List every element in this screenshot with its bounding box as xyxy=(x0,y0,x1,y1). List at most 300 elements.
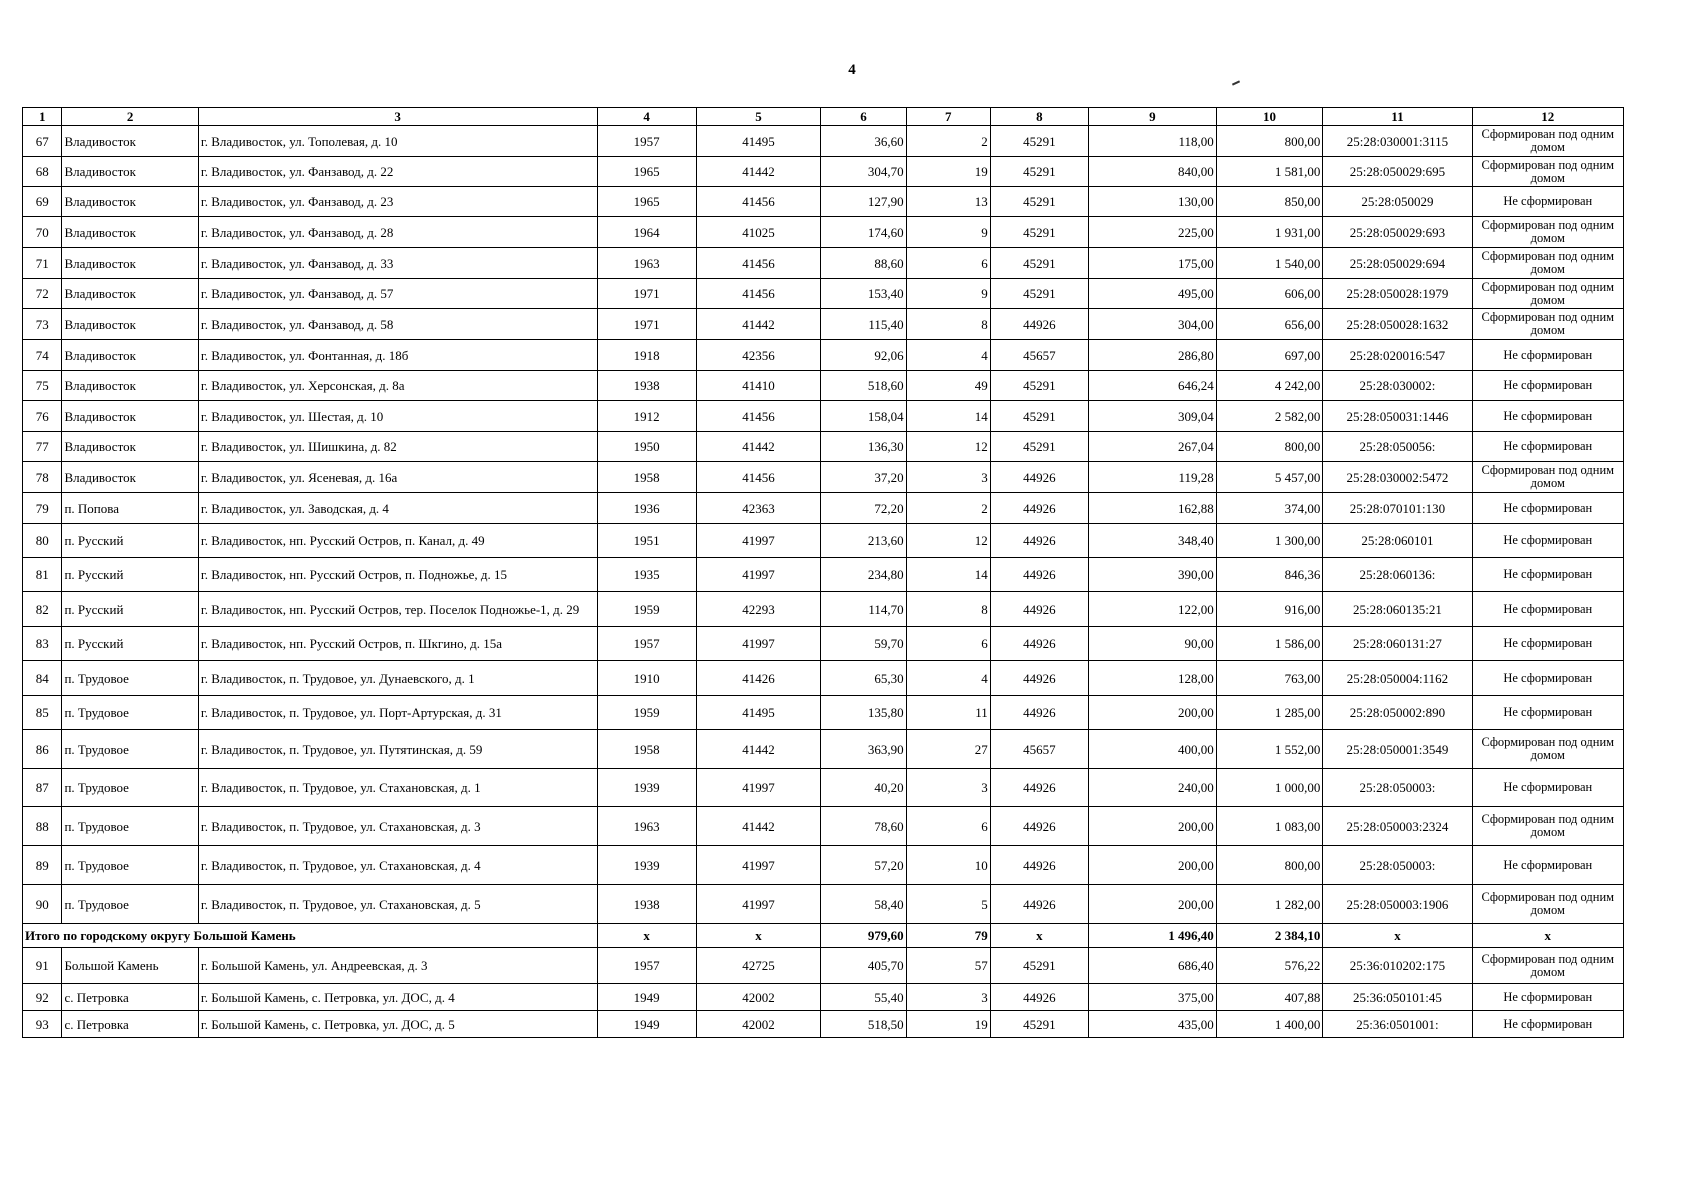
address-cell: г. Владивосток, нп. Русский Остров, п. Подножье, д. 15 xyxy=(198,558,597,592)
residents-cell: 27 xyxy=(906,730,990,769)
residents-cell: 5 xyxy=(906,885,990,924)
date-code-cell: 44926 xyxy=(990,846,1088,885)
area-total-cell: 122,00 xyxy=(1088,592,1216,627)
cost-cell: 850,00 xyxy=(1216,187,1323,217)
address-cell: г. Владивосток, ул. Фанзавод, д. 23 xyxy=(198,187,597,217)
build-year-cell: 1938 xyxy=(597,885,696,924)
area-cell: 40,20 xyxy=(821,769,906,807)
table-row xyxy=(23,696,1624,730)
cadastral-number-cell: 25:28:050003: xyxy=(1323,769,1472,807)
residents-cell: 9 xyxy=(906,217,990,248)
area-cell: 59,70 xyxy=(821,627,906,661)
cost-cell: 1 586,00 xyxy=(1216,627,1323,661)
settlement-cell: Владивосток xyxy=(62,401,198,432)
date-code-cell: 44926 xyxy=(990,769,1088,807)
residents-cell: 19 xyxy=(906,1011,990,1038)
residents-cell: 14 xyxy=(906,401,990,432)
column-header: 7 xyxy=(906,108,990,126)
cost-cell: 1 282,00 xyxy=(1216,885,1323,924)
code-cell: 41442 xyxy=(696,157,821,187)
table-row xyxy=(23,627,1624,661)
table-row xyxy=(23,885,1624,924)
area-cell: 72,20 xyxy=(821,493,906,524)
settlement-cell: п. Русский xyxy=(62,627,198,661)
code-cell: 41442 xyxy=(696,807,821,846)
land-status-cell: Не сформирован xyxy=(1472,371,1623,401)
area-total-cell: 90,00 xyxy=(1088,627,1216,661)
table-row xyxy=(23,279,1624,309)
land-status-cell: Сформирован под одним домом xyxy=(1472,157,1623,187)
land-status-cell: Сформирован под одним домом xyxy=(1472,309,1623,340)
build-year-cell: 1950 xyxy=(597,432,696,462)
area-total-cell: 390,00 xyxy=(1088,558,1216,592)
address-cell: г. Владивосток, ул. Шишкина, д. 82 xyxy=(198,432,597,462)
residents-cell: 19 xyxy=(906,157,990,187)
address-cell: г. Владивосток, ул. Тополевая, д. 10 xyxy=(198,126,597,157)
row-number-cell: 78 xyxy=(23,462,62,493)
area-total-cell: 840,00 xyxy=(1088,157,1216,187)
land-status-cell: Не сформирован xyxy=(1472,1011,1623,1038)
date-code-cell: 45291 xyxy=(990,1011,1088,1038)
land-status-cell: Не сформирован xyxy=(1472,187,1623,217)
column-header: 8 xyxy=(990,108,1088,126)
settlement-cell: Владивосток xyxy=(62,126,198,157)
area-cell: 234,80 xyxy=(821,558,906,592)
land-status-cell: Не сформирован xyxy=(1472,846,1623,885)
housing-registry-table xyxy=(22,107,1624,1038)
settlement-cell: п. Трудовое xyxy=(62,661,198,696)
row-number-cell: 85 xyxy=(23,696,62,730)
area-total-cell: 435,00 xyxy=(1088,1011,1216,1038)
total-cell: 2 384,10 xyxy=(1216,924,1323,948)
settlement-cell: п. Русский xyxy=(62,592,198,627)
row-number-cell: 70 xyxy=(23,217,62,248)
date-code-cell: 45291 xyxy=(990,432,1088,462)
build-year-cell: 1957 xyxy=(597,126,696,157)
residents-cell: 10 xyxy=(906,846,990,885)
table-row xyxy=(23,187,1624,217)
column-header: 11 xyxy=(1323,108,1472,126)
address-cell: г. Владивосток, ул. Фанзавод, д. 33 xyxy=(198,248,597,279)
cost-cell: 2 582,00 xyxy=(1216,401,1323,432)
scan-mark xyxy=(1232,80,1240,85)
area-cell: 518,60 xyxy=(821,371,906,401)
column-header: 4 xyxy=(597,108,696,126)
build-year-cell: 1936 xyxy=(597,493,696,524)
build-year-cell: 1965 xyxy=(597,187,696,217)
land-status-cell: Не сформирован xyxy=(1472,432,1623,462)
table-row xyxy=(23,340,1624,371)
settlement-cell: Владивосток xyxy=(62,432,198,462)
date-code-cell: 44926 xyxy=(990,493,1088,524)
residents-cell: 2 xyxy=(906,493,990,524)
code-cell: 42356 xyxy=(696,340,821,371)
row-number-cell: 93 xyxy=(23,1011,62,1038)
cadastral-number-cell: 25:28:070101:130 xyxy=(1323,493,1472,524)
settlement-cell: Владивосток xyxy=(62,217,198,248)
residents-cell: 9 xyxy=(906,279,990,309)
area-cell: 88,60 xyxy=(821,248,906,279)
area-cell: 153,40 xyxy=(821,279,906,309)
cost-cell: 846,36 xyxy=(1216,558,1323,592)
total-row xyxy=(23,924,1624,948)
build-year-cell: 1971 xyxy=(597,279,696,309)
settlement-cell: п. Трудовое xyxy=(62,846,198,885)
land-status-cell: Сформирован под одним домом xyxy=(1472,885,1623,924)
code-cell: 41442 xyxy=(696,309,821,340)
total-cell: х xyxy=(696,924,821,948)
build-year-cell: 1963 xyxy=(597,807,696,846)
cost-cell: 916,00 xyxy=(1216,592,1323,627)
table-row xyxy=(23,401,1624,432)
settlement-cell: п. Русский xyxy=(62,558,198,592)
address-cell: г. Владивосток, нп. Русский Остров, п. Шкгино, д. 15а xyxy=(198,627,597,661)
date-code-cell: 44926 xyxy=(990,524,1088,558)
date-code-cell: 44926 xyxy=(990,661,1088,696)
land-status-cell: Не сформирован xyxy=(1472,524,1623,558)
column-header: 12 xyxy=(1472,108,1623,126)
code-cell: 41410 xyxy=(696,371,821,401)
code-cell: 41456 xyxy=(696,248,821,279)
date-code-cell: 44926 xyxy=(990,309,1088,340)
build-year-cell: 1958 xyxy=(597,730,696,769)
residents-cell: 6 xyxy=(906,248,990,279)
cadastral-number-cell: 25:28:060101 xyxy=(1323,524,1472,558)
row-number-cell: 72 xyxy=(23,279,62,309)
settlement-cell: п. Трудовое xyxy=(62,769,198,807)
address-cell: г. Владивосток, п. Трудовое, ул. Стахановская, д. 3 xyxy=(198,807,597,846)
row-number-cell: 80 xyxy=(23,524,62,558)
cost-cell: 800,00 xyxy=(1216,432,1323,462)
table-row xyxy=(23,309,1624,340)
cost-cell: 1 083,00 xyxy=(1216,807,1323,846)
area-cell: 158,04 xyxy=(821,401,906,432)
area-total-cell: 200,00 xyxy=(1088,885,1216,924)
build-year-cell: 1957 xyxy=(597,948,696,984)
table-row xyxy=(23,984,1624,1011)
land-status-cell: Сформирован под одним домом xyxy=(1472,126,1623,157)
address-cell: г. Владивосток, ул. Фонтанная, д. 18б xyxy=(198,340,597,371)
land-status-cell: Не сформирован xyxy=(1472,696,1623,730)
settlement-cell: с. Петровка xyxy=(62,984,198,1011)
area-total-cell: 128,00 xyxy=(1088,661,1216,696)
cost-cell: 1 540,00 xyxy=(1216,248,1323,279)
build-year-cell: 1964 xyxy=(597,217,696,248)
cadastral-number-cell: 25:28:050056: xyxy=(1323,432,1472,462)
column-header: 3 xyxy=(198,108,597,126)
build-year-cell: 1912 xyxy=(597,401,696,432)
cost-cell: 407,88 xyxy=(1216,984,1323,1011)
row-number-cell: 77 xyxy=(23,432,62,462)
cadastral-number-cell: 25:28:030001:3115 xyxy=(1323,126,1472,157)
cadastral-number-cell: 25:28:050003:2324 xyxy=(1323,807,1472,846)
cost-cell: 1 931,00 xyxy=(1216,217,1323,248)
date-code-cell: 44926 xyxy=(990,627,1088,661)
cadastral-number-cell: 25:36:050101:45 xyxy=(1323,984,1472,1011)
land-status-cell: Не сформирован xyxy=(1472,592,1623,627)
settlement-cell: Владивосток xyxy=(62,248,198,279)
table-row xyxy=(23,157,1624,187)
area-cell: 78,60 xyxy=(821,807,906,846)
date-code-cell: 44926 xyxy=(990,462,1088,493)
cadastral-number-cell: 25:28:050002:890 xyxy=(1323,696,1472,730)
cost-cell: 656,00 xyxy=(1216,309,1323,340)
address-cell: г. Владивосток, п. Трудовое, ул. Стахановская, д. 5 xyxy=(198,885,597,924)
row-number-cell: 89 xyxy=(23,846,62,885)
date-code-cell: 45291 xyxy=(990,217,1088,248)
settlement-cell: п. Попова xyxy=(62,493,198,524)
date-code-cell: 45291 xyxy=(990,371,1088,401)
cost-cell: 763,00 xyxy=(1216,661,1323,696)
area-cell: 518,50 xyxy=(821,1011,906,1038)
code-cell: 42725 xyxy=(696,948,821,984)
build-year-cell: 1957 xyxy=(597,627,696,661)
land-status-cell: Сформирован под одним домом xyxy=(1472,807,1623,846)
row-number-cell: 91 xyxy=(23,948,62,984)
area-total-cell: 267,04 xyxy=(1088,432,1216,462)
code-cell: 42363 xyxy=(696,493,821,524)
total-cell: 979,60 xyxy=(821,924,906,948)
row-number-cell: 90 xyxy=(23,885,62,924)
settlement-cell: Владивосток xyxy=(62,462,198,493)
address-cell: г. Большой Камень, с. Петровка, ул. ДОС, д. 4 xyxy=(198,984,597,1011)
settlement-cell: п. Трудовое xyxy=(62,885,198,924)
cadastral-number-cell: 25:28:050029:695 xyxy=(1323,157,1472,187)
build-year-cell: 1951 xyxy=(597,524,696,558)
table-body xyxy=(23,126,1624,1038)
area-total-cell: 200,00 xyxy=(1088,696,1216,730)
table-row xyxy=(23,730,1624,769)
code-cell: 41997 xyxy=(696,627,821,661)
area-cell: 65,30 xyxy=(821,661,906,696)
code-cell: 41997 xyxy=(696,769,821,807)
area-total-cell: 495,00 xyxy=(1088,279,1216,309)
residents-cell: 57 xyxy=(906,948,990,984)
code-cell: 41442 xyxy=(696,432,821,462)
cost-cell: 1 300,00 xyxy=(1216,524,1323,558)
table-row xyxy=(23,248,1624,279)
table-row xyxy=(23,462,1624,493)
area-total-cell: 240,00 xyxy=(1088,769,1216,807)
settlement-cell: Владивосток xyxy=(62,309,198,340)
row-number-cell: 68 xyxy=(23,157,62,187)
area-total-cell: 375,00 xyxy=(1088,984,1216,1011)
area-cell: 58,40 xyxy=(821,885,906,924)
column-header: 2 xyxy=(62,108,198,126)
build-year-cell: 1939 xyxy=(597,769,696,807)
settlement-cell: с. Петровка xyxy=(62,1011,198,1038)
build-year-cell: 1910 xyxy=(597,661,696,696)
residents-cell: 3 xyxy=(906,462,990,493)
cadastral-number-cell: 25:28:050029:694 xyxy=(1323,248,1472,279)
residents-cell: 6 xyxy=(906,807,990,846)
code-cell: 42002 xyxy=(696,1011,821,1038)
land-status-cell: Сформирован под одним домом xyxy=(1472,730,1623,769)
land-status-cell: Сформирован под одним домом xyxy=(1472,279,1623,309)
area-total-cell: 309,04 xyxy=(1088,401,1216,432)
date-code-cell: 45291 xyxy=(990,948,1088,984)
total-label: Итого по городскому округу Большой Камень xyxy=(23,924,598,948)
cadastral-number-cell: 25:28:020016:547 xyxy=(1323,340,1472,371)
cadastral-number-cell: 25:28:060131:27 xyxy=(1323,627,1472,661)
code-cell: 41997 xyxy=(696,524,821,558)
date-code-cell: 44926 xyxy=(990,558,1088,592)
total-cell: х xyxy=(1323,924,1472,948)
settlement-cell: Владивосток xyxy=(62,371,198,401)
cadastral-number-cell: 25:28:050003:1906 xyxy=(1323,885,1472,924)
build-year-cell: 1965 xyxy=(597,157,696,187)
date-code-cell: 45291 xyxy=(990,157,1088,187)
table-row xyxy=(23,217,1624,248)
cost-cell: 800,00 xyxy=(1216,126,1323,157)
date-code-cell: 44926 xyxy=(990,696,1088,730)
area-total-cell: 686,40 xyxy=(1088,948,1216,984)
address-cell: г. Большой Камень, с. Петровка, ул. ДОС, д. 5 xyxy=(198,1011,597,1038)
table-row xyxy=(23,948,1624,984)
table-row xyxy=(23,846,1624,885)
area-total-cell: 304,00 xyxy=(1088,309,1216,340)
row-number-cell: 76 xyxy=(23,401,62,432)
date-code-cell: 45657 xyxy=(990,340,1088,371)
land-status-cell: Не сформирован xyxy=(1472,984,1623,1011)
residents-cell: 49 xyxy=(906,371,990,401)
area-total-cell: 348,40 xyxy=(1088,524,1216,558)
settlement-cell: п. Трудовое xyxy=(62,730,198,769)
row-number-cell: 84 xyxy=(23,661,62,696)
row-number-cell: 83 xyxy=(23,627,62,661)
residents-cell: 8 xyxy=(906,309,990,340)
address-cell: г. Владивосток, нп. Русский Остров, п. Канал, д. 49 xyxy=(198,524,597,558)
code-cell: 42293 xyxy=(696,592,821,627)
date-code-cell: 45291 xyxy=(990,187,1088,217)
address-cell: г. Владивосток, нп. Русский Остров, тер. Поселок Подножье-1, д. 29 xyxy=(198,592,597,627)
date-code-cell: 45291 xyxy=(990,279,1088,309)
area-cell: 213,60 xyxy=(821,524,906,558)
land-status-cell: Сформирован под одним домом xyxy=(1472,248,1623,279)
date-code-cell: 44926 xyxy=(990,885,1088,924)
cost-cell: 1 552,00 xyxy=(1216,730,1323,769)
land-status-cell: Сформирован под одним домом xyxy=(1472,462,1623,493)
cost-cell: 576,22 xyxy=(1216,948,1323,984)
area-cell: 114,70 xyxy=(821,592,906,627)
area-cell: 36,60 xyxy=(821,126,906,157)
settlement-cell: п. Трудовое xyxy=(62,696,198,730)
address-cell: г. Владивосток, ул. Херсонская, д. 8а xyxy=(198,371,597,401)
residents-cell: 4 xyxy=(906,340,990,371)
address-cell: г. Владивосток, ул. Шестая, д. 10 xyxy=(198,401,597,432)
residents-cell: 13 xyxy=(906,187,990,217)
area-total-cell: 130,00 xyxy=(1088,187,1216,217)
land-status-cell: Не сформирован xyxy=(1472,558,1623,592)
row-number-cell: 86 xyxy=(23,730,62,769)
area-total-cell: 225,00 xyxy=(1088,217,1216,248)
cost-cell: 606,00 xyxy=(1216,279,1323,309)
residents-cell: 14 xyxy=(906,558,990,592)
cadastral-number-cell: 25:28:050003: xyxy=(1323,846,1472,885)
cost-cell: 1 000,00 xyxy=(1216,769,1323,807)
column-header: 6 xyxy=(821,108,906,126)
residents-cell: 12 xyxy=(906,432,990,462)
total-cell: 1 496,40 xyxy=(1088,924,1216,948)
build-year-cell: 1958 xyxy=(597,462,696,493)
settlement-cell: Владивосток xyxy=(62,187,198,217)
area-total-cell: 400,00 xyxy=(1088,730,1216,769)
area-cell: 115,40 xyxy=(821,309,906,340)
code-cell: 41997 xyxy=(696,885,821,924)
date-code-cell: 45291 xyxy=(990,248,1088,279)
code-cell: 42002 xyxy=(696,984,821,1011)
cadastral-number-cell: 25:28:050028:1632 xyxy=(1323,309,1472,340)
residents-cell: 3 xyxy=(906,769,990,807)
land-status-cell: Не сформирован xyxy=(1472,401,1623,432)
settlement-cell: Владивосток xyxy=(62,279,198,309)
cadastral-number-cell: 25:28:050029:693 xyxy=(1323,217,1472,248)
address-cell: г. Владивосток, п. Трудовое, ул. Дунаевского, д. 1 xyxy=(198,661,597,696)
address-cell: г. Большой Камень, ул. Андреевская, д. 3 xyxy=(198,948,597,984)
table-row xyxy=(23,126,1624,157)
row-number-cell: 92 xyxy=(23,984,62,1011)
settlement-cell: п. Трудовое xyxy=(62,807,198,846)
settlement-cell: Большой Камень xyxy=(62,948,198,984)
date-code-cell: 45291 xyxy=(990,401,1088,432)
area-total-cell: 200,00 xyxy=(1088,846,1216,885)
code-cell: 41997 xyxy=(696,558,821,592)
code-cell: 41025 xyxy=(696,217,821,248)
date-code-cell: 45291 xyxy=(990,126,1088,157)
address-cell: г. Владивосток, ул. Ясеневая, д. 16а xyxy=(198,462,597,493)
cadastral-number-cell: 25:28:050029 xyxy=(1323,187,1472,217)
page-number: 4 xyxy=(848,62,856,78)
cost-cell: 697,00 xyxy=(1216,340,1323,371)
cadastral-number-cell: 25:28:060136: xyxy=(1323,558,1472,592)
table-row xyxy=(23,769,1624,807)
table-row xyxy=(23,493,1624,524)
build-year-cell: 1949 xyxy=(597,984,696,1011)
build-year-cell: 1959 xyxy=(597,696,696,730)
cost-cell: 1 400,00 xyxy=(1216,1011,1323,1038)
build-year-cell: 1939 xyxy=(597,846,696,885)
address-cell: г. Владивосток, ул. Фанзавод, д. 22 xyxy=(198,157,597,187)
land-status-cell: Сформирован под одним домом xyxy=(1472,217,1623,248)
date-code-cell: 45657 xyxy=(990,730,1088,769)
area-cell: 136,30 xyxy=(821,432,906,462)
cost-cell: 1 285,00 xyxy=(1216,696,1323,730)
residents-cell: 6 xyxy=(906,627,990,661)
area-cell: 37,20 xyxy=(821,462,906,493)
area-cell: 174,60 xyxy=(821,217,906,248)
row-number-cell: 74 xyxy=(23,340,62,371)
build-year-cell: 1949 xyxy=(597,1011,696,1038)
area-cell: 135,80 xyxy=(821,696,906,730)
code-cell: 41495 xyxy=(696,126,821,157)
code-cell: 41456 xyxy=(696,187,821,217)
address-cell: г. Владивосток, ул. Заводская, д. 4 xyxy=(198,493,597,524)
cadastral-number-cell: 25:28:050031:1446 xyxy=(1323,401,1472,432)
settlement-cell: Владивосток xyxy=(62,340,198,371)
area-total-cell: 162,88 xyxy=(1088,493,1216,524)
cadastral-number-cell: 25:28:050028:1979 xyxy=(1323,279,1472,309)
table-row xyxy=(23,661,1624,696)
address-cell: г. Владивосток, п. Трудовое, ул. Путятинская, д. 59 xyxy=(198,730,597,769)
date-code-cell: 44926 xyxy=(990,592,1088,627)
land-status-cell: Не сформирован xyxy=(1472,661,1623,696)
table-row xyxy=(23,807,1624,846)
column-header: 9 xyxy=(1088,108,1216,126)
cost-cell: 4 242,00 xyxy=(1216,371,1323,401)
total-cell: х xyxy=(597,924,696,948)
area-cell: 304,70 xyxy=(821,157,906,187)
code-cell: 41456 xyxy=(696,279,821,309)
